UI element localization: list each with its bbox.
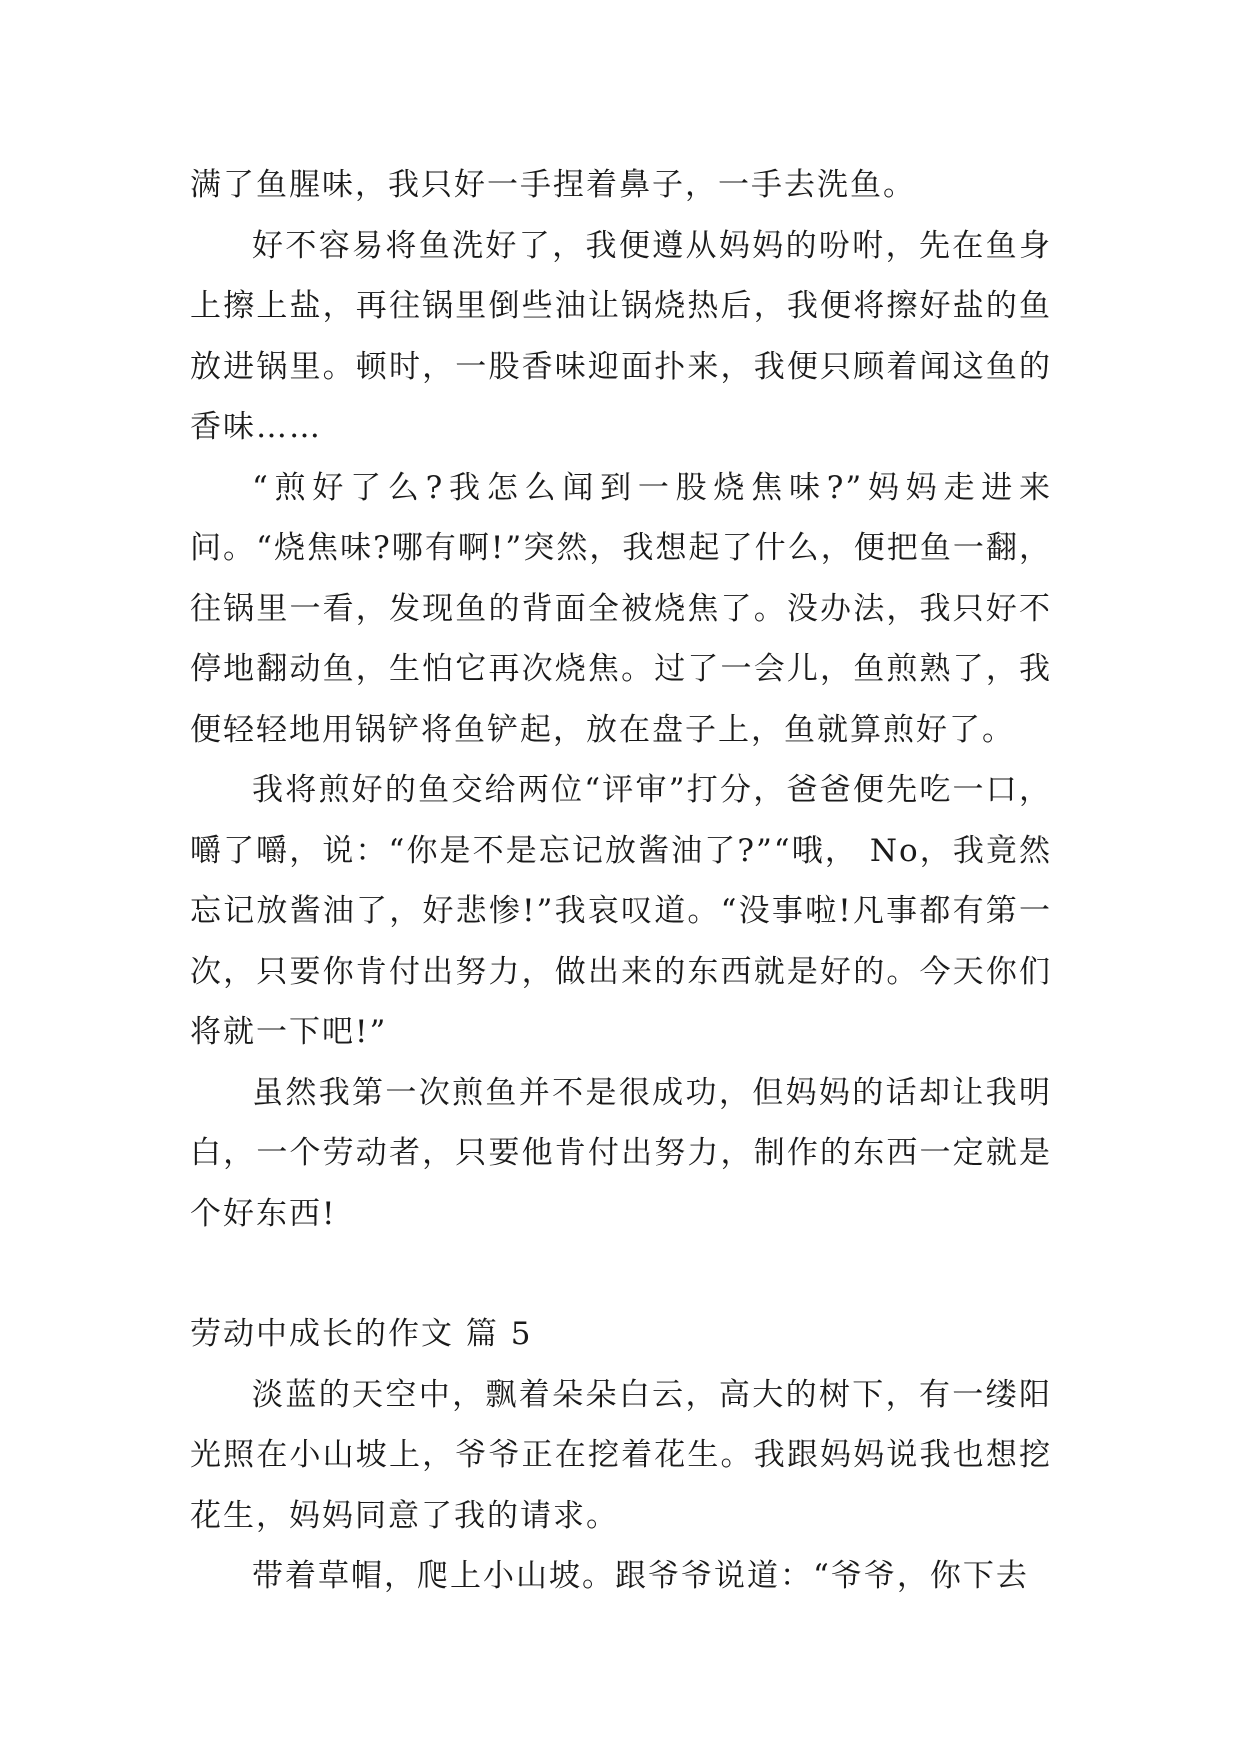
paragraph-6: 淡蓝的天空中，飘着朵朵白云，高大的树下，有一缕阳光照在小山坡上，爷爷正在挖着花生。我跟妈妈说我也想挖花生，妈妈同意了我的请求。 bbox=[190, 1376, 1052, 1534]
paragraph-3: “煎好了么?我怎么闻到一股烧焦味?”妈妈走进来问。“烧焦味?哪有啊!”突然，我想起了什么，便把鱼一翻，往锅里一看，发现鱼的背面全被烧焦了。没办法，我只好不停地翻动鱼，生怕它再次烧焦。过了一会儿，鱼煎熟了，我便轻轻地用锅铲将鱼铲起，放在盘子上，鱼就算煎好了。 bbox=[190, 469, 1052, 748]
paragraph-1: 满了鱼腥味，我只好一手捏着鼻子，一手去洗鱼。 bbox=[190, 167, 916, 203]
paragraph-4: 我将煎好的鱼交给两位“评审”打分，爸爸便先吃一口，嚼了嚼，说：“你是不是忘记放酱油了?”“哦， No，我竟然忘记放酱油了，好悲惨!”我哀叹道。“没事啦!凡事都有第一次，只要你肯付出努力，做出来的东西就是好的。今天你们将就一下吧!” bbox=[190, 772, 1052, 1050]
body-text bbox=[190, 155, 1052, 1607]
paragraph-7: 带着草帽，爬上小山坡。跟爷爷说道：“爷爷，你下去 bbox=[252, 1558, 1029, 1594]
section-heading: 劳动中成长的作文 篇 5 bbox=[190, 1316, 533, 1352]
paragraph-5: 虽然我第一次煎鱼并不是很成功，但妈妈的话却让我明白，一个劳动者，只要他肯付出努力，制作的东西一定就是个好东西! bbox=[190, 1074, 1052, 1232]
paragraph-2: 好不容易将鱼洗好了，我便遵从妈妈的吩咐，先在鱼身上擦上盐，再往锅里倒些油让锅烧热后，我便将擦好盐的鱼放进锅里。顿时，一股香味迎面扑来，我便只顾着闻这鱼的香味…… bbox=[190, 227, 1052, 445]
